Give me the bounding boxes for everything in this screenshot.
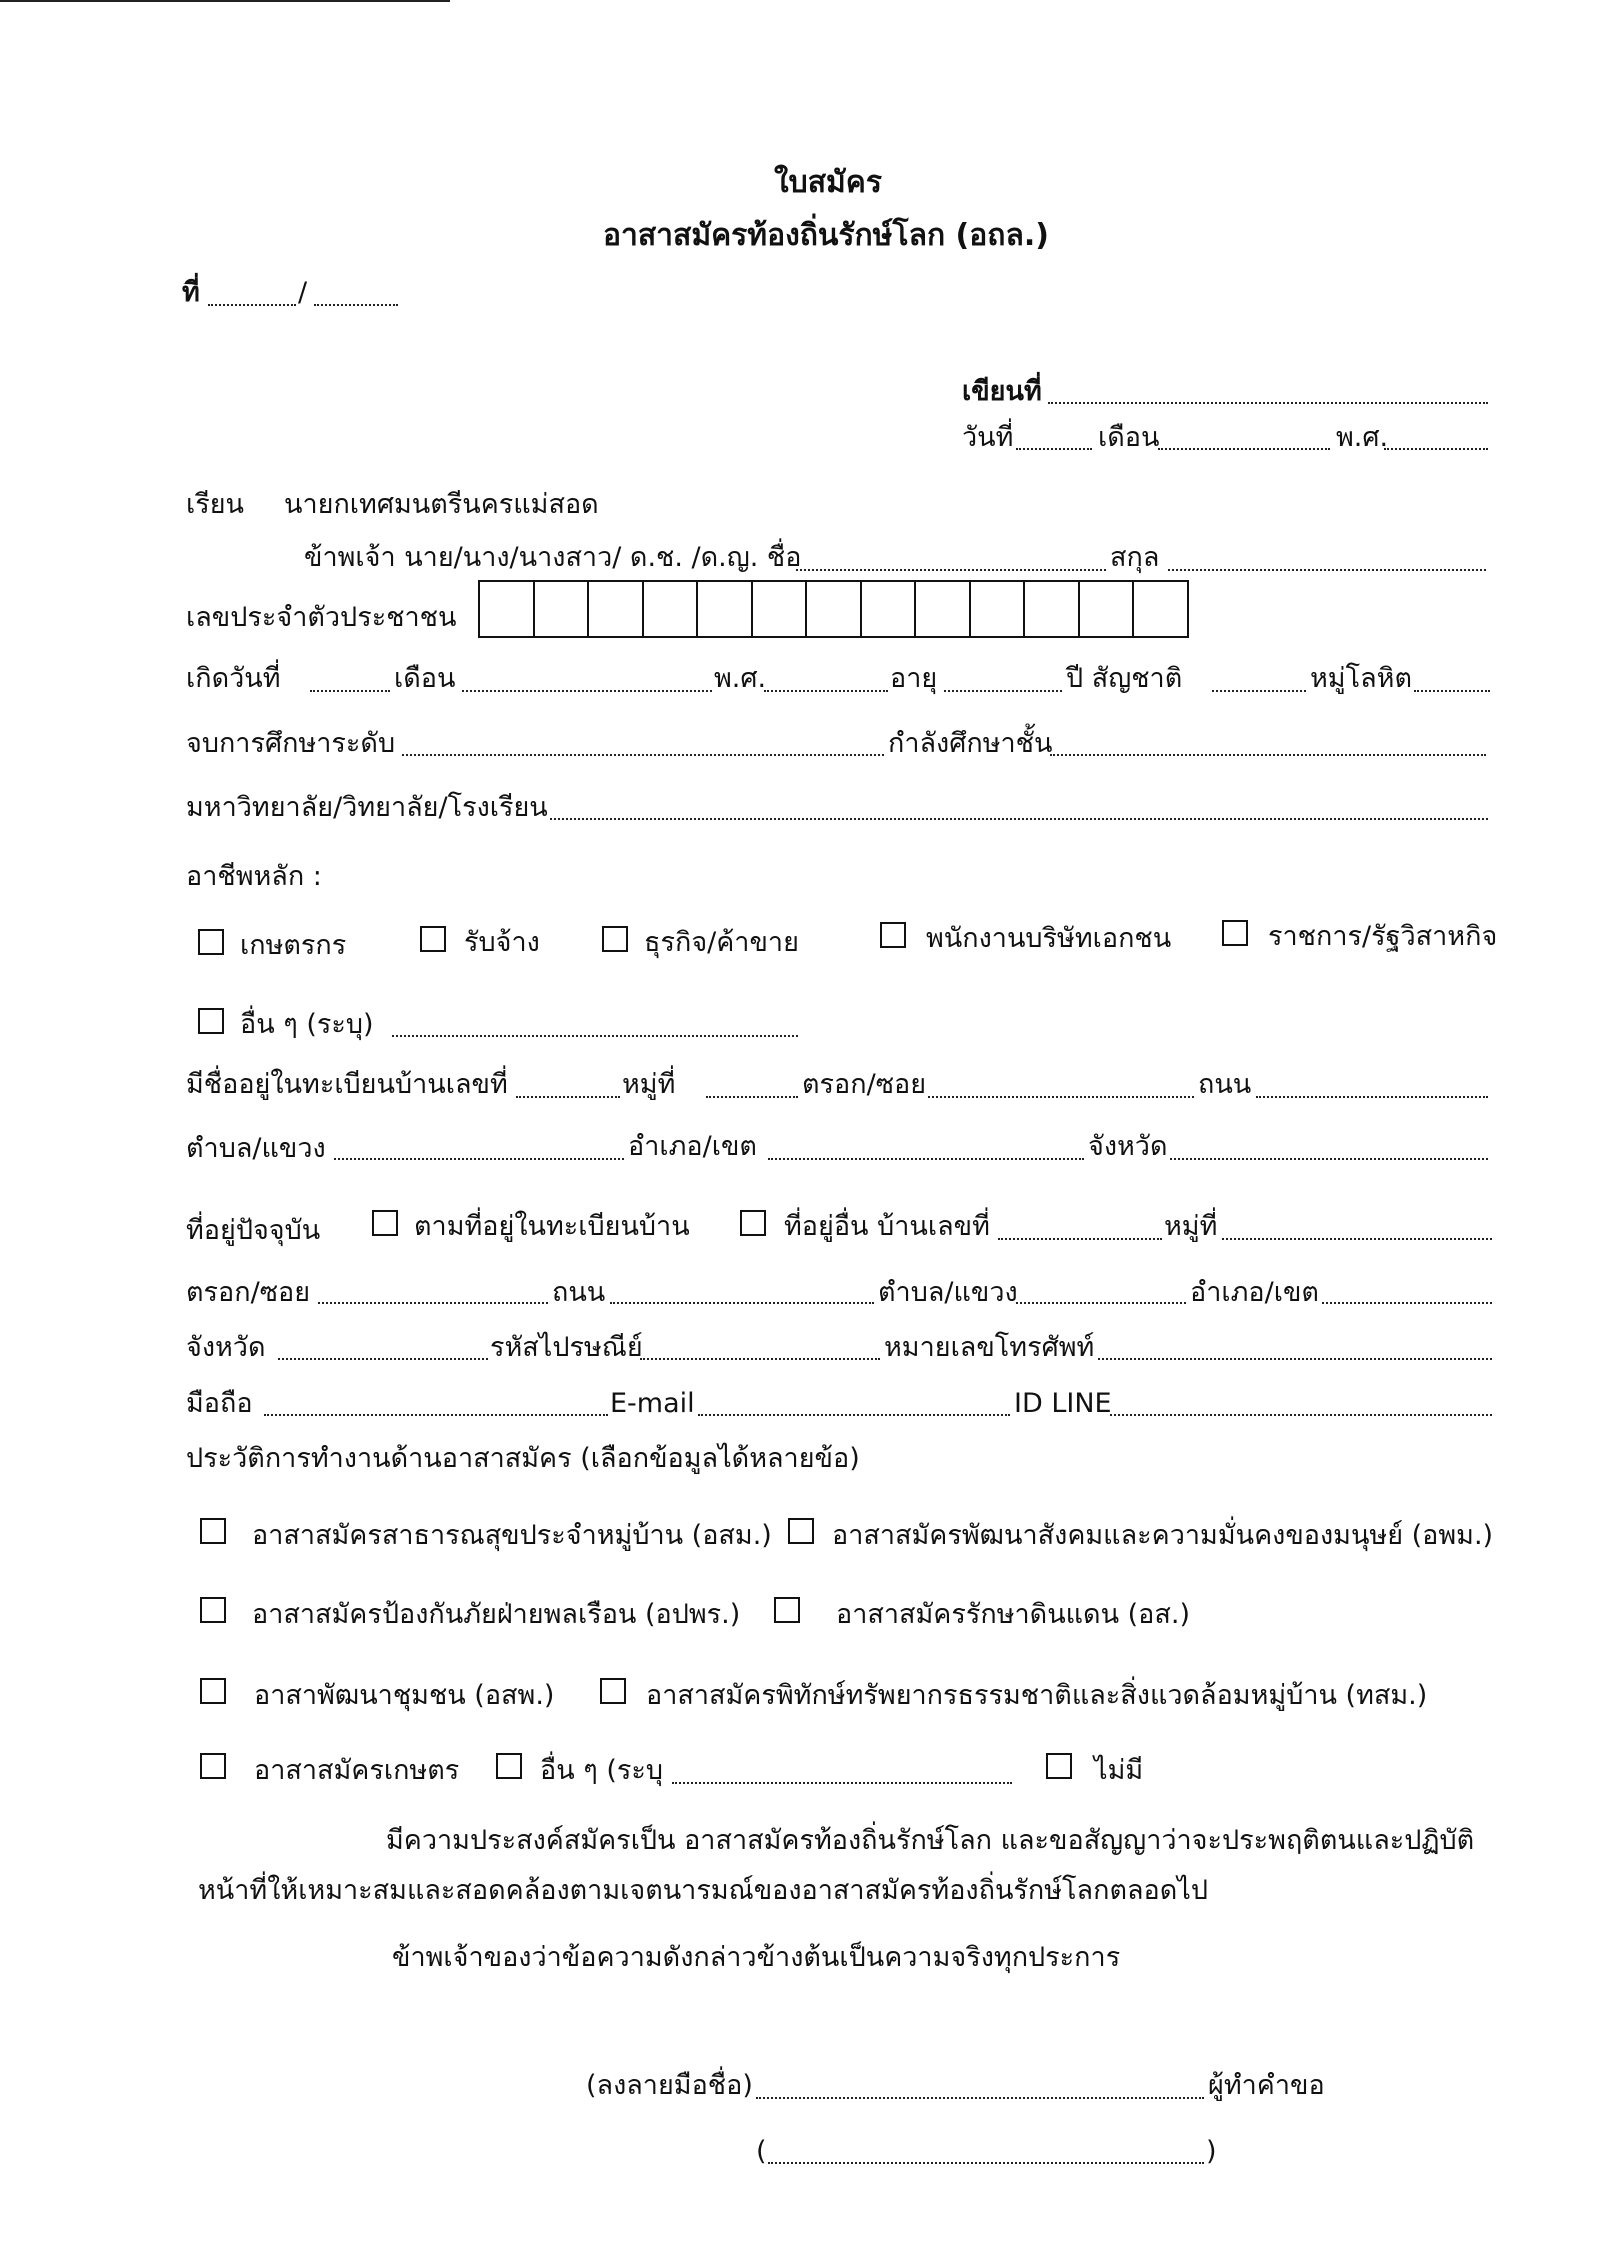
nationality-label: ปี สัญชาติ <box>1066 663 1183 694</box>
occupation-employee-label: รับจ้าง <box>464 927 540 958</box>
registered-tambon-label: ตำบล/แขวง <box>186 1133 326 1164</box>
ref-year-field[interactable] <box>314 304 398 306</box>
current-other-label: ที่อยู่อื่น บ้านเลขที่ <box>784 1211 990 1242</box>
current-other-checkbox[interactable] <box>740 1210 766 1236</box>
school-label: มหาวิทยาลัย/วิทยาลัย/โรงเรียน <box>186 792 548 823</box>
citizen-id-label: เลขประจำตัวประชาชน <box>186 602 457 633</box>
registered-moo-field[interactable] <box>706 1096 798 1098</box>
birth-year-label: พ.ศ. <box>714 663 767 694</box>
volunteer-agriculture-label: อาสาสมัครเกษตร <box>254 1755 460 1786</box>
registered-road-field[interactable] <box>1256 1096 1488 1098</box>
addressee-name: นายกเทศมนตรีนครแม่สอด <box>284 489 599 520</box>
signature-field[interactable] <box>756 2097 1204 2099</box>
phone-field[interactable] <box>1098 1358 1492 1360</box>
current-road-label: ถนน <box>552 1277 606 1308</box>
occupation-private-company-checkbox[interactable] <box>880 922 906 948</box>
registered-house-label: มีชื่ออยู่ในทะเบียนบ้านเลขที่ <box>186 1069 508 1100</box>
current-soi-field[interactable] <box>318 1302 548 1304</box>
occupation-business-label: ธุรกิจ/ค้าขาย <box>644 927 799 958</box>
volunteer-none-label: ไม่มี <box>1094 1755 1144 1786</box>
current-amphoe-label: อำเภอ/เขต <box>1190 1277 1319 1308</box>
volunteer-environment-checkbox[interactable] <box>600 1678 626 1704</box>
date-month-field[interactable] <box>1158 448 1330 450</box>
date-year-label: พ.ศ. <box>1336 422 1389 453</box>
date-month-label: เดือน <box>1098 422 1160 453</box>
declaration-line-1: มีความประสงค์สมัครเป็น อาสาสมัครท้องถิ่นรักษ์โลก และขอสัญญาว่าจะประพฤติตนและปฏิบัติ <box>386 1825 1475 1856</box>
registered-soi-field[interactable] <box>928 1096 1194 1098</box>
occupation-employee-checkbox[interactable] <box>420 926 446 952</box>
date-day-field[interactable] <box>1016 448 1092 450</box>
written-at-field[interactable] <box>1048 402 1488 404</box>
registered-province-field[interactable] <box>1170 1158 1488 1160</box>
ref-slash: / <box>298 277 308 308</box>
addressee-label: เรียน <box>186 489 245 520</box>
current-same-label: ตามที่อยู่ในทะเบียนบ้าน <box>414 1211 690 1242</box>
current-moo-label: หมู่ที่ <box>1164 1211 1218 1242</box>
declaration-certify: ข้าพเจ้าของว่าข้อความดังกล่าวข้างต้นเป็นความจริงทุกประการ <box>392 1942 1121 1973</box>
email-field[interactable] <box>698 1414 1010 1416</box>
blood-type-label: หมู่โลหิต <box>1310 663 1412 694</box>
volunteer-health-checkbox[interactable] <box>200 1518 226 1544</box>
applicant-prefix-label: ข้าพเจ้า นาย/นาง/นางสาว/ ด.ช. /ด.ญ. ชื่อ <box>304 542 802 573</box>
education-studying-label: กำลังศึกษาชั้น <box>888 728 1053 759</box>
current-address-label: ที่อยู่ปัจจุบัน <box>186 1215 321 1246</box>
printed-name-close-paren: ) <box>1206 2136 1217 2167</box>
id-digit-box[interactable] <box>1078 580 1135 638</box>
current-same-checkbox[interactable] <box>372 1210 398 1236</box>
current-road-field[interactable] <box>610 1302 874 1304</box>
volunteer-social-checkbox[interactable] <box>788 1518 814 1544</box>
current-tambon-field[interactable] <box>1016 1302 1186 1304</box>
occupation-other-label: อื่น ๆ (ระบุ) <box>240 1009 374 1040</box>
occupation-other-field[interactable] <box>392 1035 798 1037</box>
birth-year-field[interactable] <box>764 690 888 692</box>
registered-road-label: ถนน <box>1198 1069 1252 1100</box>
current-province-label: จังหวัด <box>186 1332 266 1363</box>
current-tambon-label: ตำบล/แขวง <box>878 1277 1018 1308</box>
line-id-field[interactable] <box>1110 1414 1492 1416</box>
surname-label: สกุล <box>1110 542 1160 573</box>
age-field[interactable] <box>944 690 1062 692</box>
signature-role-label: ผู้ทำคำขอ <box>1208 2070 1325 2101</box>
top-rule <box>0 0 450 2</box>
registered-amphoe-field[interactable] <box>768 1158 1084 1160</box>
registered-amphoe-label: อำเภอ/เขต <box>628 1131 757 1162</box>
id-digit-box[interactable] <box>642 580 699 638</box>
applicant-name-field[interactable] <box>796 569 1106 571</box>
ref-no-label: ที่ <box>182 277 200 308</box>
age-label: อายุ <box>890 663 938 694</box>
education-studying-field[interactable] <box>1050 754 1486 756</box>
current-province-field[interactable] <box>278 1358 488 1360</box>
volunteer-territorial-label: อาสาสมัครรักษาดินแดน (อส.) <box>836 1599 1190 1630</box>
volunteer-environment-label: อาสาสมัครพิทักษ์ทรัพยากรธรรมชาติและสิ่งแวดล้อมหมู่บ้าน (ทสม.) <box>646 1680 1428 1711</box>
date-day-label: วันที่ <box>962 422 1014 453</box>
education-completed-label: จบการศึกษาระดับ <box>186 728 396 759</box>
volunteer-none-checkbox[interactable] <box>1046 1753 1072 1779</box>
school-field[interactable] <box>550 818 1488 820</box>
printed-name-open-paren: ( <box>756 2136 767 2167</box>
postal-code-label: รหัสไปรษณีย์ <box>490 1332 643 1363</box>
id-digit-box[interactable] <box>696 580 753 638</box>
date-year-field[interactable] <box>1384 448 1488 450</box>
current-moo-field[interactable] <box>1222 1238 1492 1240</box>
registered-province-label: จังหวัด <box>1088 1131 1168 1162</box>
volunteer-health-label: อาสาสมัครสาธารณสุขประจำหมู่บ้าน (อสม.) <box>252 1520 772 1551</box>
birth-month-field[interactable] <box>462 690 712 692</box>
mobile-label: มือถือ <box>186 1388 253 1419</box>
volunteer-other-field[interactable] <box>672 1782 1012 1784</box>
volunteer-other-label: อื่น ๆ (ระบุ <box>540 1755 664 1786</box>
occupation-other-checkbox[interactable] <box>198 1008 224 1034</box>
occupation-farmer-checkbox[interactable] <box>198 929 224 955</box>
id-digit-box[interactable] <box>533 580 590 638</box>
phone-label: หมายเลขโทรศัพท์ <box>884 1332 1095 1363</box>
occupation-private-company-label: พนักงานบริษัทเอกชน <box>926 923 1172 954</box>
id-digit-box[interactable] <box>969 580 1026 638</box>
form-subtitle: อาสาสมัครท้องถิ่นรักษ์โลก (อถล.) <box>603 218 1049 253</box>
occupation-government-label: ราชการ/รัฐวิสาหกิจ <box>1268 921 1498 952</box>
occupation-government-checkbox[interactable] <box>1222 920 1248 946</box>
id-digit-box[interactable] <box>1132 580 1189 638</box>
registered-tambon-field[interactable] <box>334 1158 624 1160</box>
birth-day-label: เกิดวันที่ <box>186 663 281 694</box>
signature-label: (ลงลายมือชื่อ) <box>586 2070 753 2101</box>
postal-code-field[interactable] <box>640 1358 880 1360</box>
current-soi-label: ตรอก/ซอย <box>186 1277 311 1308</box>
id-digit-box[interactable] <box>860 580 917 638</box>
printed-name-field[interactable] <box>768 2162 1204 2164</box>
ref-no-field[interactable] <box>208 304 296 306</box>
blood-type-field[interactable] <box>1414 690 1490 692</box>
current-house-field[interactable] <box>998 1238 1162 1240</box>
mobile-field[interactable] <box>264 1414 608 1416</box>
id-digit-box[interactable] <box>914 580 971 638</box>
citizen-id-boxes[interactable] <box>480 580 1189 638</box>
occupation-label: อาชีพหลัก : <box>186 861 322 892</box>
education-completed-field[interactable] <box>402 754 884 756</box>
surname-field[interactable] <box>1168 569 1486 571</box>
volunteer-history-label: ประวัติการทำงานด้านอาสาสมัคร (เลือกข้อมูลได้หลายข้อ) <box>186 1443 860 1474</box>
registered-soi-label: ตรอก/ซอย <box>802 1069 927 1100</box>
volunteer-other-checkbox[interactable] <box>496 1753 522 1779</box>
volunteer-civil-defense-checkbox[interactable] <box>200 1597 226 1623</box>
volunteer-community-label: อาสาพัฒนาชุมชน (อสพ.) <box>254 1680 555 1711</box>
volunteer-territorial-checkbox[interactable] <box>774 1597 800 1623</box>
id-digit-box[interactable] <box>1023 580 1080 638</box>
birth-day-field[interactable] <box>310 690 390 692</box>
current-amphoe-field[interactable] <box>1322 1302 1492 1304</box>
occupation-farmer-label: เกษตรกร <box>240 930 347 961</box>
volunteer-agriculture-checkbox[interactable] <box>200 1753 226 1779</box>
form-title: ใบสมัคร <box>774 165 882 200</box>
id-digit-box[interactable] <box>478 580 535 638</box>
nationality-field[interactable] <box>1212 690 1306 692</box>
id-digit-box[interactable] <box>805 580 862 638</box>
id-digit-box[interactable] <box>587 580 644 638</box>
registered-house-field[interactable] <box>516 1096 620 1098</box>
volunteer-community-checkbox[interactable] <box>200 1678 226 1704</box>
volunteer-social-label: อาสาสมัครพัฒนาสังคมและความมั่นคงของมนุษย์ (อพม.) <box>832 1520 1494 1551</box>
registered-moo-label: หมู่ที่ <box>622 1069 676 1100</box>
volunteer-civil-defense-label: อาสาสมัครป้องกันภัยฝ่ายพลเรือน (อปพร.) <box>252 1599 741 1630</box>
written-at-label: เขียนที่ <box>962 376 1042 407</box>
birth-month-label: เดือน <box>394 663 456 694</box>
id-digit-box[interactable] <box>751 580 808 638</box>
declaration-line-2: หน้าที่ให้เหมาะสมและสอดคล้องตามเจตนารมณ์ของอาสาสมัครท้องถิ่นรักษ์โลกตลอดไป <box>198 1875 1208 1906</box>
line-id-label: ID LINE <box>1014 1388 1112 1419</box>
occupation-business-checkbox[interactable] <box>602 926 628 952</box>
email-label: E-mail <box>610 1388 695 1419</box>
